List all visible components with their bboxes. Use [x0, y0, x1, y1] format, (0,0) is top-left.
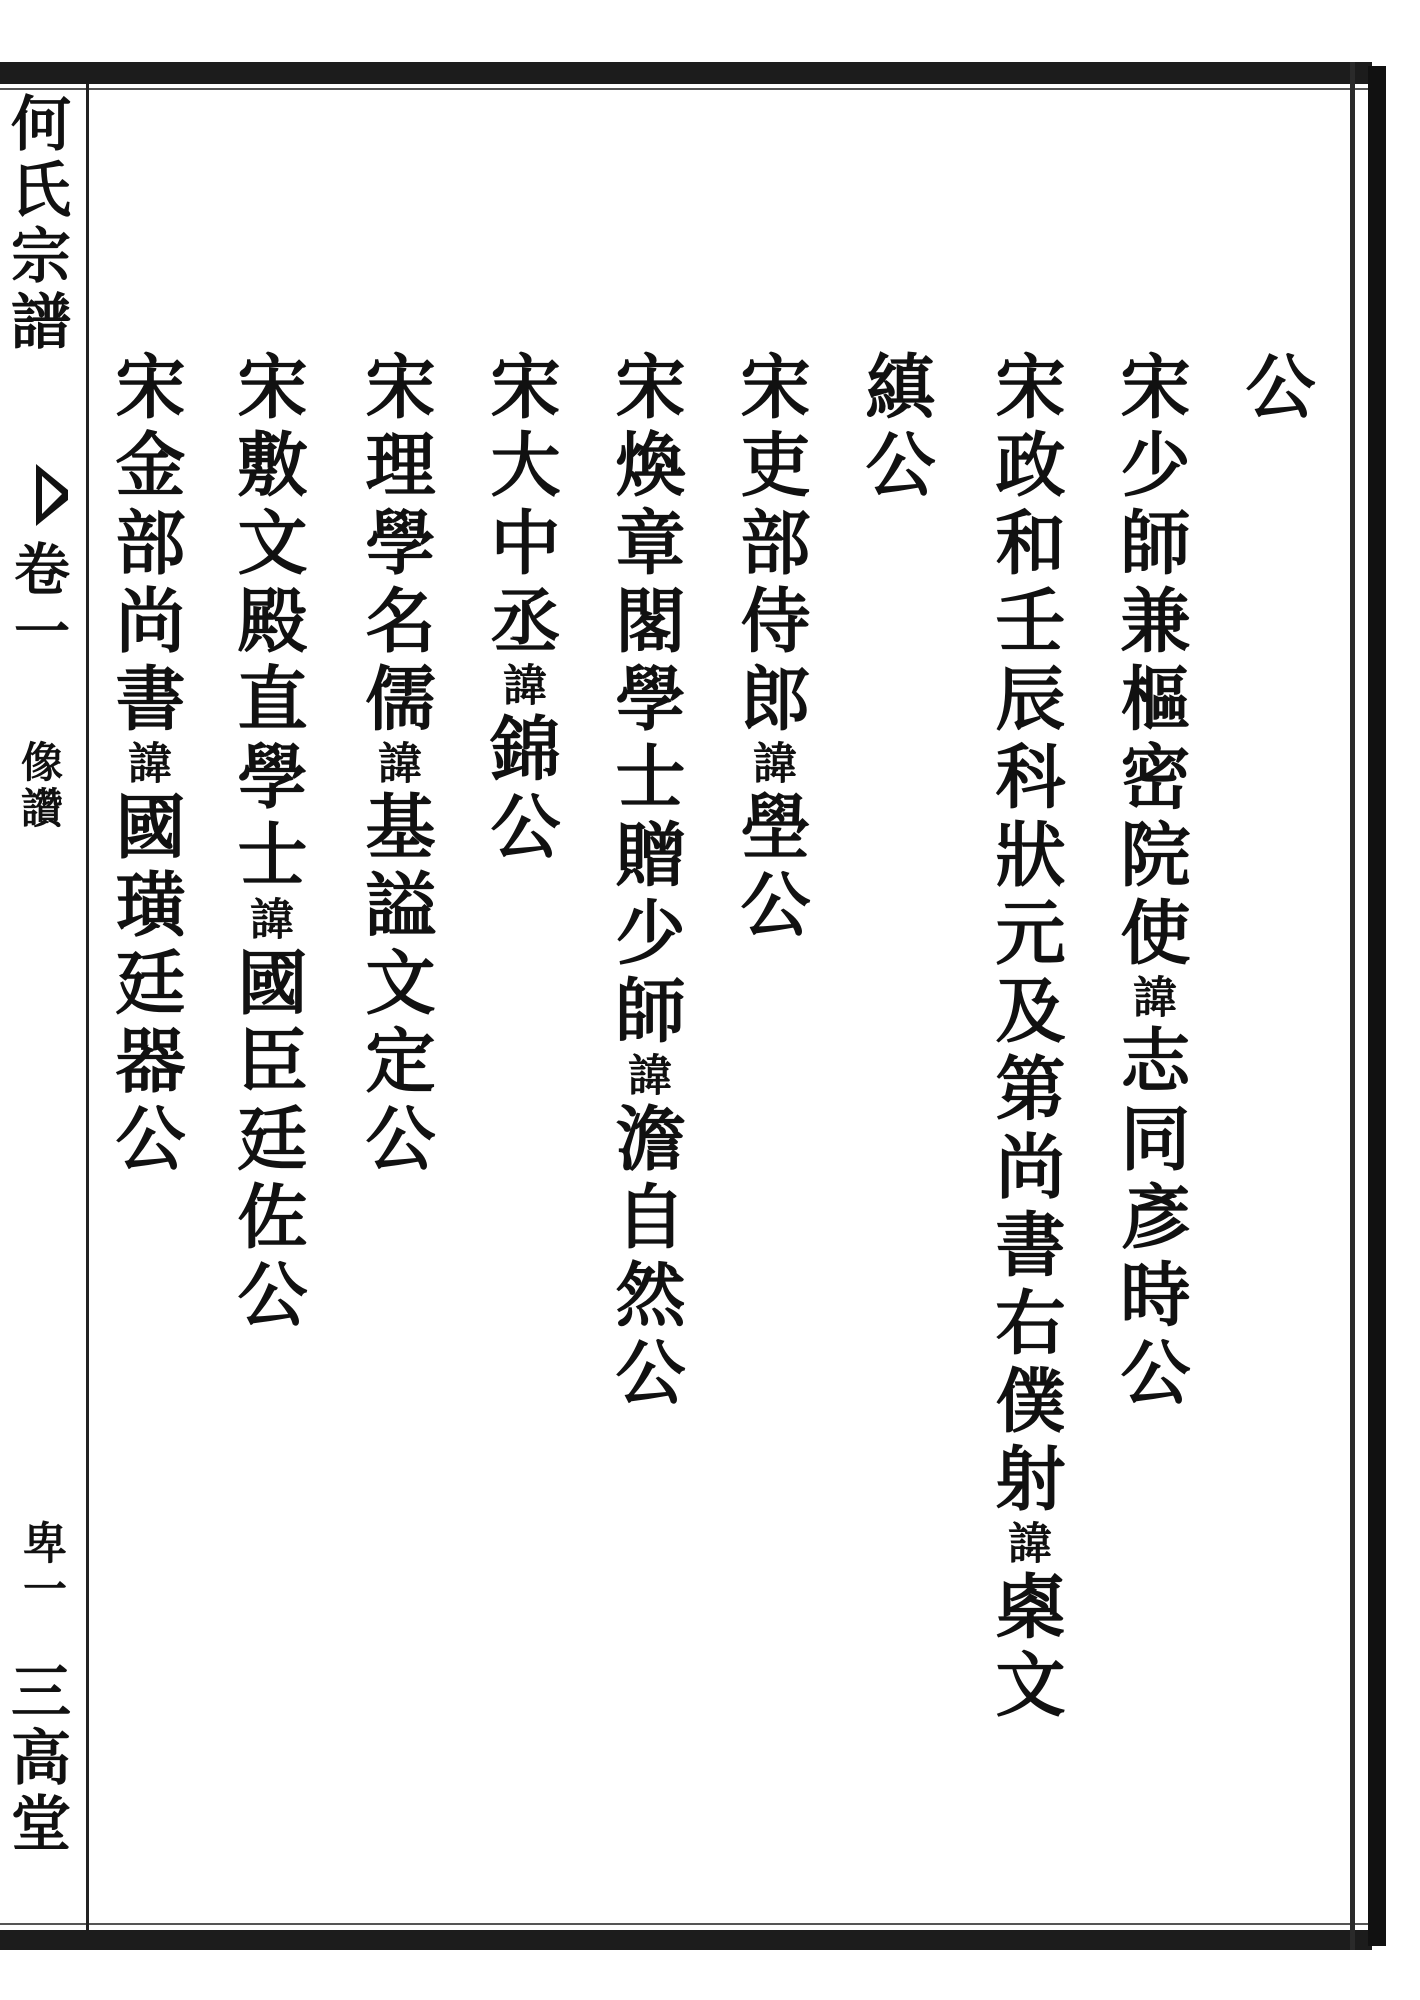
- person-name: 㮚文: [984, 1570, 1067, 1726]
- top-border-rule: [0, 62, 1372, 84]
- person-name: 基謚文定公: [354, 790, 437, 1180]
- text-column-6: [604, 350, 687, 1414]
- column-main-text: 宋少師兼樞密院使: [1109, 350, 1192, 974]
- column-main-text: 宋金部尚書: [104, 350, 187, 740]
- taboo-name-marker: 諱: [745, 740, 796, 790]
- column-main-text: 宋大中丞: [479, 350, 562, 662]
- taboo-name-marker: 諱: [1000, 1520, 1051, 1570]
- text-column-4: [854, 350, 937, 506]
- person-name: 錦公: [479, 712, 562, 868]
- person-name: 國臣廷佐公: [226, 946, 309, 1336]
- text-column-10: [104, 350, 187, 1180]
- taboo-name-marker: 諱: [242, 896, 293, 946]
- text-column-3: [984, 350, 1067, 1726]
- person-name: 國璜廷器公: [104, 790, 187, 1180]
- person-name: 壆公: [729, 790, 812, 946]
- column-main-text: 公: [1234, 350, 1317, 428]
- taboo-name-marker: 諱: [1125, 974, 1176, 1024]
- page-edge: [1368, 66, 1386, 1946]
- person-name: 澹自然公: [604, 1102, 687, 1414]
- text-column-2: [1109, 350, 1192, 1414]
- person-name: 志同彥時公: [1109, 1024, 1192, 1414]
- column-main-text: 宋煥章閣學士贈少師: [604, 350, 687, 1052]
- right-border-rule: [1350, 62, 1355, 1950]
- column-main-text: 宋敷文殿直學士: [226, 350, 309, 896]
- section-label: 像讚: [15, 740, 64, 832]
- text-column-7: [479, 350, 562, 868]
- hall-name: 三高堂: [1, 1660, 71, 1858]
- taboo-name-marker: 諱: [620, 1052, 671, 1102]
- text-column-1: [1234, 350, 1317, 428]
- column-main-text: 宋理學名儒: [354, 350, 437, 740]
- taboo-name-marker: 諱: [120, 740, 171, 790]
- page-number: 卑一: [15, 1520, 66, 1612]
- book-title: 何氏宗譜: [1, 92, 71, 356]
- volume-label: 卷一: [5, 540, 71, 664]
- bottom-border-rule: [0, 1930, 1372, 1950]
- margin-divider: [86, 84, 89, 1930]
- taboo-name-marker: 諱: [370, 740, 421, 790]
- text-column-5: [729, 350, 812, 946]
- taboo-name-marker: 諱: [495, 662, 546, 712]
- column-main-text: 宋吏部侍郎: [729, 350, 812, 740]
- text-column-8: [354, 350, 437, 1180]
- fishtail-mark-icon: [32, 460, 72, 530]
- text-column-9: [226, 350, 309, 1336]
- column-main-text: 宋政和壬辰科狀元及第尚書右僕射: [984, 350, 1067, 1520]
- column-main-text: 縝公: [854, 350, 937, 506]
